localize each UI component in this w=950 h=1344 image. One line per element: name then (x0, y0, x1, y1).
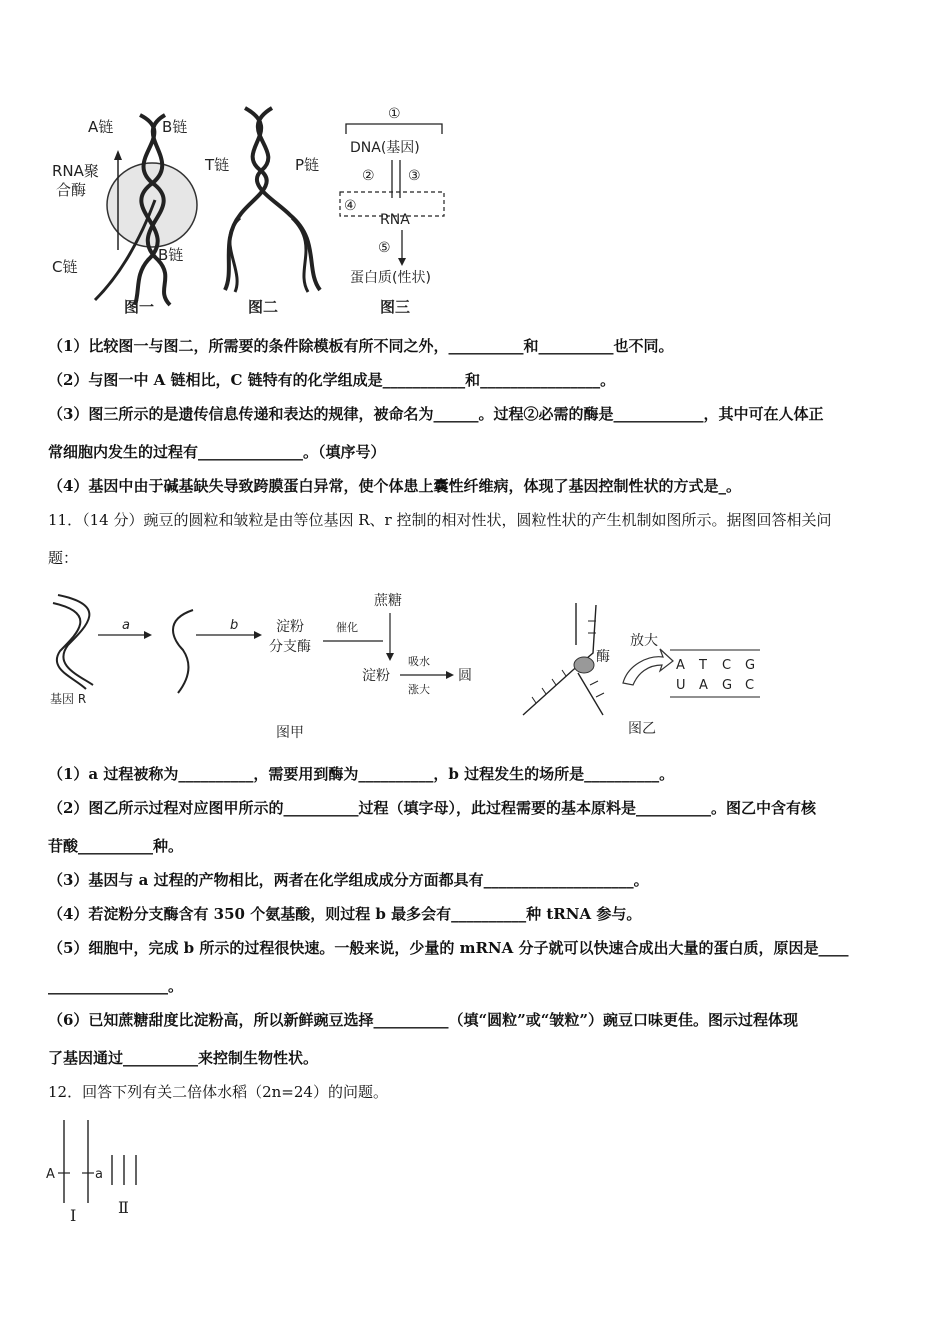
starch-branching-enzyme-line1: 淀粉 (276, 619, 304, 635)
process-4-label: ④ (344, 198, 357, 214)
figure-chromosomes (40, 1115, 160, 1225)
caption-figure-2: 图二 (248, 298, 279, 316)
q10-part1: （1）比较图一与图二，所需要的条件除模板有所不同之外，__________和__________也不同。 (48, 337, 674, 355)
q11-part3: （3）基因与 a 过程的产物相比，两者在化学组成成分方面都具有____________________。 (48, 871, 649, 889)
panel1-transcription (52, 115, 197, 316)
q11-part2-line1: （2）图乙所示过程对应图甲所示的__________过程（填字母），此过程需要的基本原料是__________。图乙中含有核 (48, 799, 816, 817)
q10-part2: （2）与图一中 A 链相比，C 链特有的化学组成是___________和________________。 (48, 371, 616, 389)
swell-arrow-head (446, 671, 454, 679)
caption-figure-yi: 图乙 (628, 721, 656, 737)
enzyme-blob (574, 657, 594, 673)
roman-numeral-2: Ⅱ (118, 1198, 129, 1217)
label-t-chain: T链 (205, 156, 230, 174)
rna-base-1: U (676, 678, 686, 693)
caption-figure-jia: 图甲 (276, 725, 304, 741)
magnify-arrow (623, 649, 673, 685)
arrow-b-label: b (230, 618, 239, 633)
magnify-label: 放大 (630, 633, 658, 649)
rna-strand (578, 673, 603, 715)
catalyze-label: 催化 (336, 621, 358, 634)
enzyme-label: 酶 (596, 649, 610, 665)
q11-intro-line2: 题： (48, 549, 79, 567)
sucrose-arrow-head (386, 653, 394, 661)
label-rna-polymerase-2: 合酶 (56, 181, 87, 199)
q11-part2-line2: 苷酸__________种。 (48, 837, 184, 855)
allele-a-lower-label: a (95, 1167, 103, 1182)
figure-jia (50, 592, 472, 741)
dna-base-4: G (745, 658, 756, 673)
label-b-chain-top: B链 (162, 118, 188, 136)
gene-r-dna-2 (53, 603, 86, 689)
roman-numeral-1: Ⅰ (70, 1206, 77, 1225)
helix-strand-2 (257, 108, 320, 290)
starch-branching-enzyme-line2: 分支酶 (269, 639, 311, 655)
q11-part5-line1: （5）细胞中，完成 b 所示的过程很快速。一般来说，少量的 mRNA 分子就可以快速合成出大量的蛋白质，原因是____ (48, 939, 849, 957)
q10-part3-line2: 常细胞内发生的过程有______________。（填序号） (48, 443, 386, 461)
arrow-a-head (144, 631, 152, 639)
q11-part6-line1: （6）已知蔗糖甜度比淀粉高，所以新鲜豌豆选择__________（填“圆粒”或“皱粒”）豌豆口味更佳。图示过程体现 (48, 1011, 798, 1029)
q11-part1: （1）a 过程被称为__________，需要用到酶为__________，b 过程发生的场所是__________。 (48, 765, 675, 783)
protein-trait-label: 蛋白质(性状) (350, 270, 431, 286)
dna-base-3: C (722, 658, 732, 673)
rna-label: RNA (380, 212, 410, 228)
dna-base-1: A (676, 658, 685, 673)
figure-pea-mechanism (48, 585, 768, 745)
q10-part4: （4）基因中由于碱基缺失导致跨膜蛋白异常，使个体患上囊性纤维病，体现了基因控制性状的方式是_。 (48, 477, 741, 495)
arrow-a-label: a (122, 618, 130, 633)
caption-figure-3: 图三 (380, 298, 411, 316)
label-c-chain: C链 (52, 258, 78, 276)
label-p-chain: P链 (295, 156, 320, 174)
swell-label: 涨大 (408, 683, 430, 696)
rna-base-4: C (745, 678, 755, 693)
translation-arrow-head (398, 258, 406, 266)
dna-base-2: T (699, 658, 707, 673)
new-strand-p (292, 218, 308, 292)
absorb-water-label: 吸水 (408, 655, 430, 668)
figure-dna-rna-panels (40, 100, 480, 320)
process-5-label: ⑤ (378, 240, 391, 256)
label-rna-polymerase: RNA聚 (52, 162, 99, 180)
dna-gene-label: DNA(基因) (350, 140, 420, 156)
panel3-central-dogma (340, 106, 444, 316)
starch-label: 淀粉 (362, 668, 390, 684)
rna-base-3: G (722, 678, 733, 693)
q11-part6-line2: 了基因通过__________来控制生物性状。 (48, 1049, 319, 1067)
panel2-replication (204, 108, 320, 316)
q11-part5-line2: ________________。 (48, 977, 184, 995)
arrow-b-head (254, 631, 262, 639)
rna-arrow-head (114, 150, 122, 160)
process-3-label: ③ (408, 168, 421, 184)
replication-loop (346, 124, 442, 134)
sucrose-label: 蔗糖 (374, 593, 402, 609)
process-1-label: ① (388, 106, 401, 122)
figure-yi (523, 603, 760, 737)
label-b-chain-bottom: B链 (158, 246, 184, 264)
label-a-chain: A链 (88, 118, 114, 136)
process-2-label: ② (362, 168, 375, 184)
gene-r-label: 基因 R (50, 692, 87, 706)
mrna-curve (173, 610, 193, 693)
caption-figure-1: 图一 (124, 298, 155, 316)
q11-intro-line1: 11．（14 分）豌豆的圆粒和皱粒是由等位基因 R、r 控制的相对性状，圆粒性状的产生机制如图所示。据图回答相关问 (48, 511, 832, 529)
allele-a-upper-label: A (46, 1167, 55, 1182)
q11-part4: （4）若淀粉分支酶含有 350 个氨基酸，则过程 b 最多会有__________种 tRNA 参与。 (48, 905, 642, 923)
q12-intro: 12．回答下列有关二倍体水稻（2n=24）的问题。 (48, 1083, 388, 1101)
rna-base-2: A (699, 678, 708, 693)
round-label: 圆 (458, 668, 472, 684)
q10-part3-line1: （3）图三所示的是遗传信息传递和表达的规律，被命名为______。过程②必需的酶是____________，其中可在人体正 (48, 405, 824, 423)
new-strand-t (230, 218, 240, 292)
